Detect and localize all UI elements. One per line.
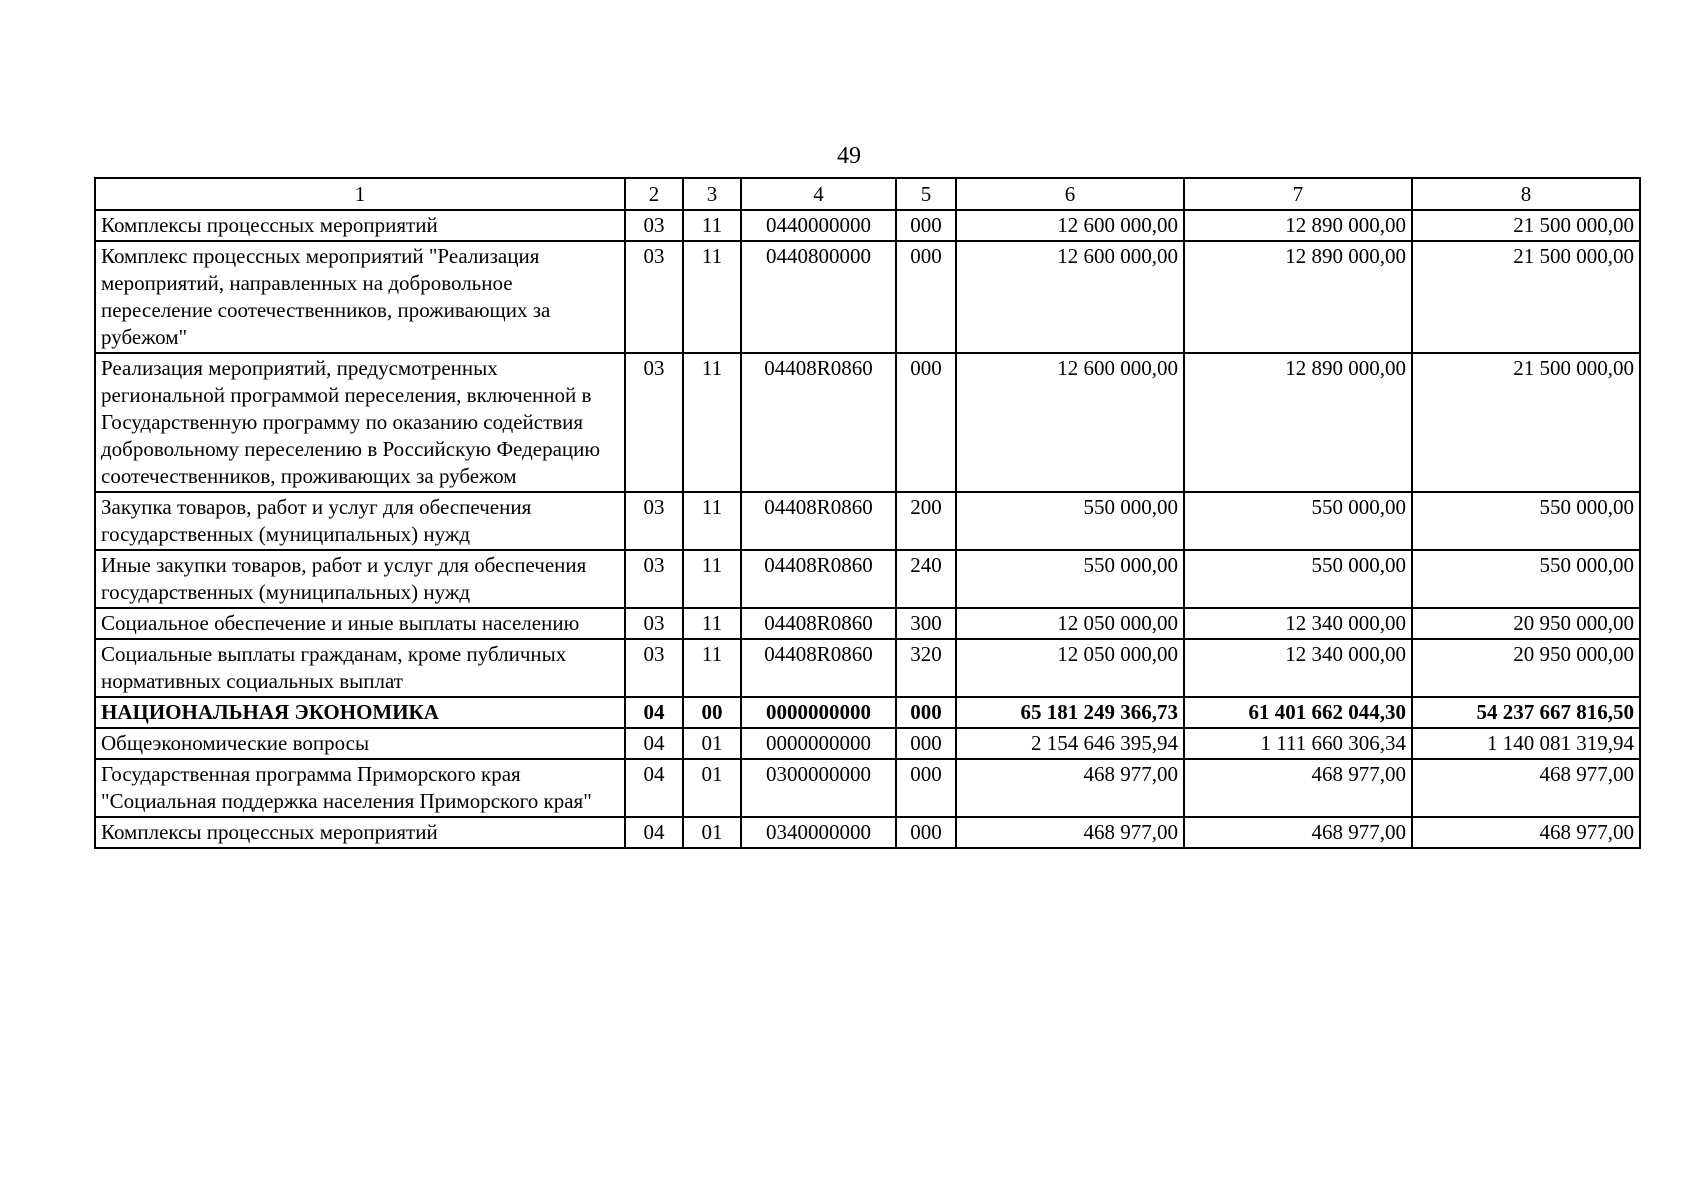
subsection-code: 01: [683, 759, 741, 817]
amount-col8: 550 000,00: [1412, 492, 1640, 550]
amount-col6: 468 977,00: [956, 759, 1184, 817]
subsection-code: 00: [683, 697, 741, 728]
subsection-code: 11: [683, 639, 741, 697]
column-header: 1: [95, 178, 625, 210]
target-article-code: 04408R0860: [741, 492, 896, 550]
column-header: 7: [1184, 178, 1412, 210]
amount-col8: 550 000,00: [1412, 550, 1640, 608]
column-header: 4: [741, 178, 896, 210]
subsection-code: 01: [683, 728, 741, 759]
section-code: 04: [625, 759, 683, 817]
amount-col6: 12 050 000,00: [956, 608, 1184, 639]
amount-col7: 61 401 662 044,30: [1184, 697, 1412, 728]
amount-col7: 12 890 000,00: [1184, 210, 1412, 241]
subsection-code: 11: [683, 492, 741, 550]
row-name: Социальные выплаты гражданам, кроме публичных нормативных социальных выплат: [95, 639, 625, 697]
table-row: [95, 492, 1640, 550]
amount-col6: 65 181 249 366,73: [956, 697, 1184, 728]
target-article-code: 04408R0860: [741, 639, 896, 697]
amount-col6: 12 600 000,00: [956, 210, 1184, 241]
target-article-code: 04408R0860: [741, 550, 896, 608]
expense-type-code: 000: [896, 210, 956, 241]
amount-col7: 550 000,00: [1184, 492, 1412, 550]
amount-col6: 468 977,00: [956, 817, 1184, 848]
expense-type-code: 000: [896, 817, 956, 848]
table-row-section-total: [95, 697, 1640, 728]
amount-col8: 468 977,00: [1412, 817, 1640, 848]
amount-col7: 550 000,00: [1184, 550, 1412, 608]
amount-col7: 12 890 000,00: [1184, 353, 1412, 492]
row-name: Реализация мероприятий, предусмотренных региональной программой переселения, включенной в Государственную программу по оказанию содействия добровольному переселению в Российскую Федерацию соотечественников, проживающих за рубежом: [95, 353, 625, 492]
amount-col6: 12 600 000,00: [956, 353, 1184, 492]
expense-type-code: 300: [896, 608, 956, 639]
amount-col8: 21 500 000,00: [1412, 210, 1640, 241]
table-row: [95, 550, 1640, 608]
column-header: 2: [625, 178, 683, 210]
subsection-code: 11: [683, 353, 741, 492]
target-article-code: 04408R0860: [741, 608, 896, 639]
section-code: 03: [625, 550, 683, 608]
expense-type-code: 240: [896, 550, 956, 608]
amount-col8: 21 500 000,00: [1412, 353, 1640, 492]
row-name: Комплексы процессных мероприятий: [95, 210, 625, 241]
section-code: 04: [625, 728, 683, 759]
table-row: [95, 353, 1640, 492]
amount-col8: 21 500 000,00: [1412, 241, 1640, 353]
row-name: Социальное обеспечение и иные выплаты населению: [95, 608, 625, 639]
budget-table: [94, 177, 1641, 849]
page-number: 49: [837, 143, 861, 169]
amount-col6: 2 154 646 395,94: [956, 728, 1184, 759]
row-name: Закупка товаров, работ и услуг для обеспечения государственных (муниципальных) нужд: [95, 492, 625, 550]
column-header: 8: [1412, 178, 1640, 210]
amount-col7: 12 340 000,00: [1184, 608, 1412, 639]
row-name: Иные закупки товаров, работ и услуг для обеспечения государственных (муниципальных) нужд: [95, 550, 625, 608]
subsection-code: 01: [683, 817, 741, 848]
section-code: 03: [625, 241, 683, 353]
table-row: [95, 608, 1640, 639]
amount-col8: 54 237 667 816,50: [1412, 697, 1640, 728]
table-row: [95, 241, 1640, 353]
target-article-code: 0300000000: [741, 759, 896, 817]
amount-col6: 12 600 000,00: [956, 241, 1184, 353]
section-code: 03: [625, 608, 683, 639]
expense-type-code: 000: [896, 353, 956, 492]
amount-col8: 20 950 000,00: [1412, 639, 1640, 697]
expense-type-code: 000: [896, 759, 956, 817]
amount-col6: 550 000,00: [956, 550, 1184, 608]
amount-col7: 12 890 000,00: [1184, 241, 1412, 353]
subsection-code: 11: [683, 608, 741, 639]
column-header: 6: [956, 178, 1184, 210]
amount-col7: 1 111 660 306,34: [1184, 728, 1412, 759]
column-header: 3: [683, 178, 741, 210]
subsection-code: 11: [683, 210, 741, 241]
row-name: Комплекс процессных мероприятий "Реализация мероприятий, направленных на добровольное переселение соотечественников, проживающих за рубежом": [95, 241, 625, 353]
target-article-code: 0440000000: [741, 210, 896, 241]
row-name: Государственная программа Приморского края "Социальная поддержка населения Приморского края": [95, 759, 625, 817]
row-name: Комплексы процессных мероприятий: [95, 817, 625, 848]
expense-type-code: 200: [896, 492, 956, 550]
target-article-code: 04408R0860: [741, 353, 896, 492]
subsection-code: 11: [683, 241, 741, 353]
section-code: 03: [625, 353, 683, 492]
section-code: 03: [625, 639, 683, 697]
row-name: НАЦИОНАЛЬНАЯ ЭКОНОМИКА: [95, 697, 625, 728]
expense-type-code: 000: [896, 697, 956, 728]
expense-type-code: 000: [896, 728, 956, 759]
amount-col7: 468 977,00: [1184, 817, 1412, 848]
amount-col8: 468 977,00: [1412, 759, 1640, 817]
target-article-code: 0440800000: [741, 241, 896, 353]
table-row: [95, 817, 1640, 848]
expense-type-code: 000: [896, 241, 956, 353]
amount-col7: 12 340 000,00: [1184, 639, 1412, 697]
table-row: [95, 759, 1640, 817]
target-article-code: 0340000000: [741, 817, 896, 848]
amount-col6: 12 050 000,00: [956, 639, 1184, 697]
table-header-row: [95, 178, 1640, 210]
amount-col6: 550 000,00: [956, 492, 1184, 550]
section-code: 03: [625, 492, 683, 550]
amount-col8: 20 950 000,00: [1412, 608, 1640, 639]
target-article-code: 0000000000: [741, 697, 896, 728]
subsection-code: 11: [683, 550, 741, 608]
expense-type-code: 320: [896, 639, 956, 697]
amount-col7: 468 977,00: [1184, 759, 1412, 817]
section-code: 03: [625, 210, 683, 241]
table-row: [95, 728, 1640, 759]
table-row: [95, 639, 1640, 697]
table-row: [95, 210, 1640, 241]
row-name: Общеэкономические вопросы: [95, 728, 625, 759]
section-code: 04: [625, 817, 683, 848]
section-code: 04: [625, 697, 683, 728]
target-article-code: 0000000000: [741, 728, 896, 759]
amount-col8: 1 140 081 319,94: [1412, 728, 1640, 759]
column-header: 5: [896, 178, 956, 210]
